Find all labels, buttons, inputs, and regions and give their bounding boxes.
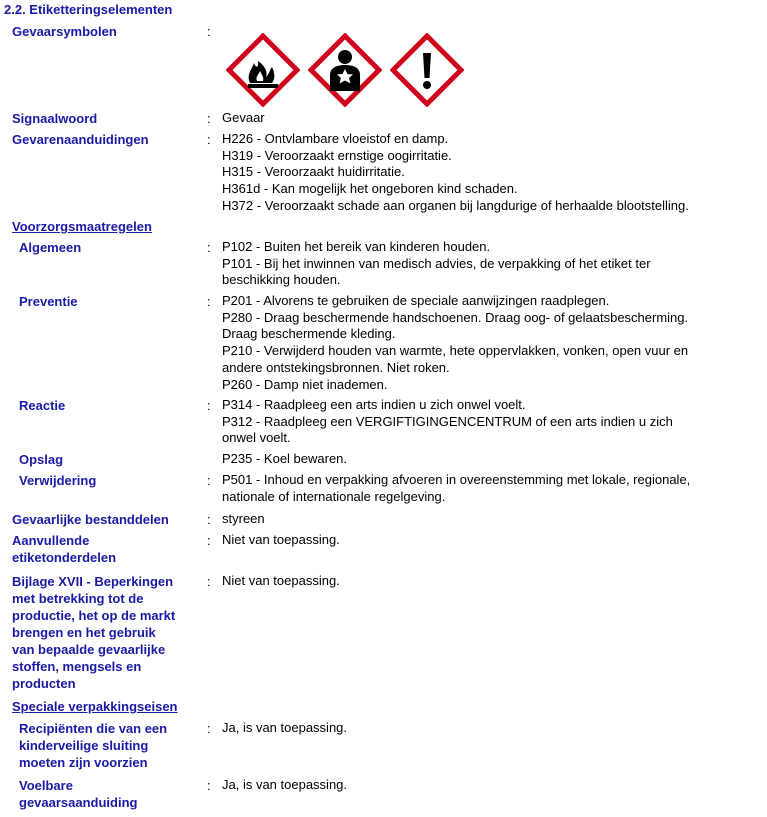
precautionary-statement: P280 - Draag beschermende handschoenen. Draag oog- of gelaatsbescherming.	[222, 309, 689, 325]
precautionary-statement: P101 - Bij het inwinnen van medisch advies, de verpakking of het etiket ter	[222, 255, 651, 271]
hazard-statement: H226 - Ontvlambare vloeistof en damp.	[222, 131, 449, 146]
hazard-statement: H361d - Kan mogelijk het ongeboren kind schaden.	[222, 181, 518, 197]
colon: :	[207, 132, 211, 147]
hazardous-ingredients-label: Gevaarlijke bestanddelen	[12, 512, 169, 527]
precautionary-statement: P314 - Raadpleeg een arts indien u zich onwel voelt.	[222, 397, 526, 412]
disposal-label: Verwijdering	[19, 473, 97, 488]
colon: :	[207, 111, 211, 126]
response-label: Reactie	[19, 398, 66, 413]
signal-word-label: Signaalwoord	[12, 111, 98, 126]
precautionary-statement: nationale of internationale regelgeving.	[222, 488, 446, 504]
precautionary-statement: P260 - Damp niet inademen.	[222, 376, 388, 392]
packaging-title: Speciale verpakkingseisen	[12, 699, 178, 714]
hazard-statements-label: Gevarenaanduidingen	[12, 132, 149, 147]
disposal-statements	[222, 472, 690, 505]
response-statements	[222, 397, 673, 447]
tactile-warning-value: Ja, is van toepassing.	[222, 777, 348, 792]
prevention-label: Preventie	[19, 294, 78, 309]
precautionary-statement: andere ontstekingsbronnen. Niet roken.	[222, 359, 450, 375]
hazardous-ingredients-value: styreen	[222, 511, 265, 526]
flame-pictogram-icon	[226, 33, 300, 107]
colon: :	[207, 240, 211, 255]
supplemental-label: Aanvullende etiketonderdelen	[12, 533, 117, 565]
colon: :	[207, 398, 211, 413]
hazard-symbols-label: Gevaarsymbolen	[12, 24, 117, 39]
storage-label: Opslag	[19, 452, 64, 467]
signal-word-value: Gevaar	[222, 110, 265, 125]
precautionary-statement: onwel voelt.	[222, 430, 291, 446]
annex-xvii-value: Niet van toepassing.	[222, 573, 340, 588]
child-resistant-label: Recipiënten die van een kinderveilige sluiting moeten zijn voorzien	[19, 721, 168, 770]
precautionary-statement: P501 - Inhoud en verpakking afvoeren in overeenstemming met lokale, regionale,	[222, 472, 691, 487]
precautionary-statement: P201 - Alvorens te gebruiken de speciale aanwijzingen raadplegen.	[222, 293, 610, 308]
annex-xvii-label: Bijlage XVII - Beperkingen met betrekking tot de productie, het op de markt brengen en het gebruik van bepaalde gevaarlijke stoffen, mengsels en producten	[12, 574, 176, 691]
colon: :	[207, 574, 211, 589]
colon: :	[207, 473, 211, 488]
colon: :	[207, 533, 211, 548]
general-statements	[222, 239, 651, 289]
hazard-statements-list	[222, 131, 689, 215]
hazard-statement: H315 - Veroorzaakt huidirritatie.	[222, 164, 405, 180]
prevention-statements	[222, 293, 688, 393]
colon: :	[207, 721, 211, 736]
exclamation-pictogram-icon	[390, 33, 464, 107]
storage-value: P235 - Koel bewaren.	[222, 451, 348, 466]
hazard-statement: H372 - Veroorzaakt schade aan organen bij langdurige of herhaalde blootstelling.	[222, 197, 689, 213]
supplemental-value: Niet van toepassing.	[222, 532, 340, 547]
precautionary-statement: P210 - Verwijderd houden van warmte, hete oppervlakken, vonken, open vuur en	[222, 343, 689, 359]
precautionary-statement: P312 - Raadpleeg een VERGIFTIGINGENCENTRUM of een arts indien u zich	[222, 413, 673, 429]
child-resistant-value: Ja, is van toepassing.	[222, 720, 348, 735]
precautionary-statement: beschikking houden.	[222, 272, 341, 288]
health-hazard-pictogram-icon	[308, 33, 382, 107]
colon: :	[207, 778, 211, 793]
section-title: 2.2. Etiketteringselementen	[4, 2, 173, 17]
hazard-statement: H319 - Veroorzaakt ernstige oogirritatie.	[222, 147, 452, 163]
general-label: Algemeen	[19, 240, 82, 255]
tactile-warning-label: Voelbare gevaarsaanduiding	[19, 778, 138, 810]
colon: :	[207, 24, 211, 39]
precautionary-statement: P102 - Buiten het bereik van kinderen houden.	[222, 239, 491, 254]
precautionary-statement: Draag beschermende kleding.	[222, 326, 396, 342]
colon: :	[207, 512, 211, 527]
precautionary-title: Voorzorgsmaatregelen	[12, 219, 152, 234]
colon: :	[207, 294, 211, 309]
